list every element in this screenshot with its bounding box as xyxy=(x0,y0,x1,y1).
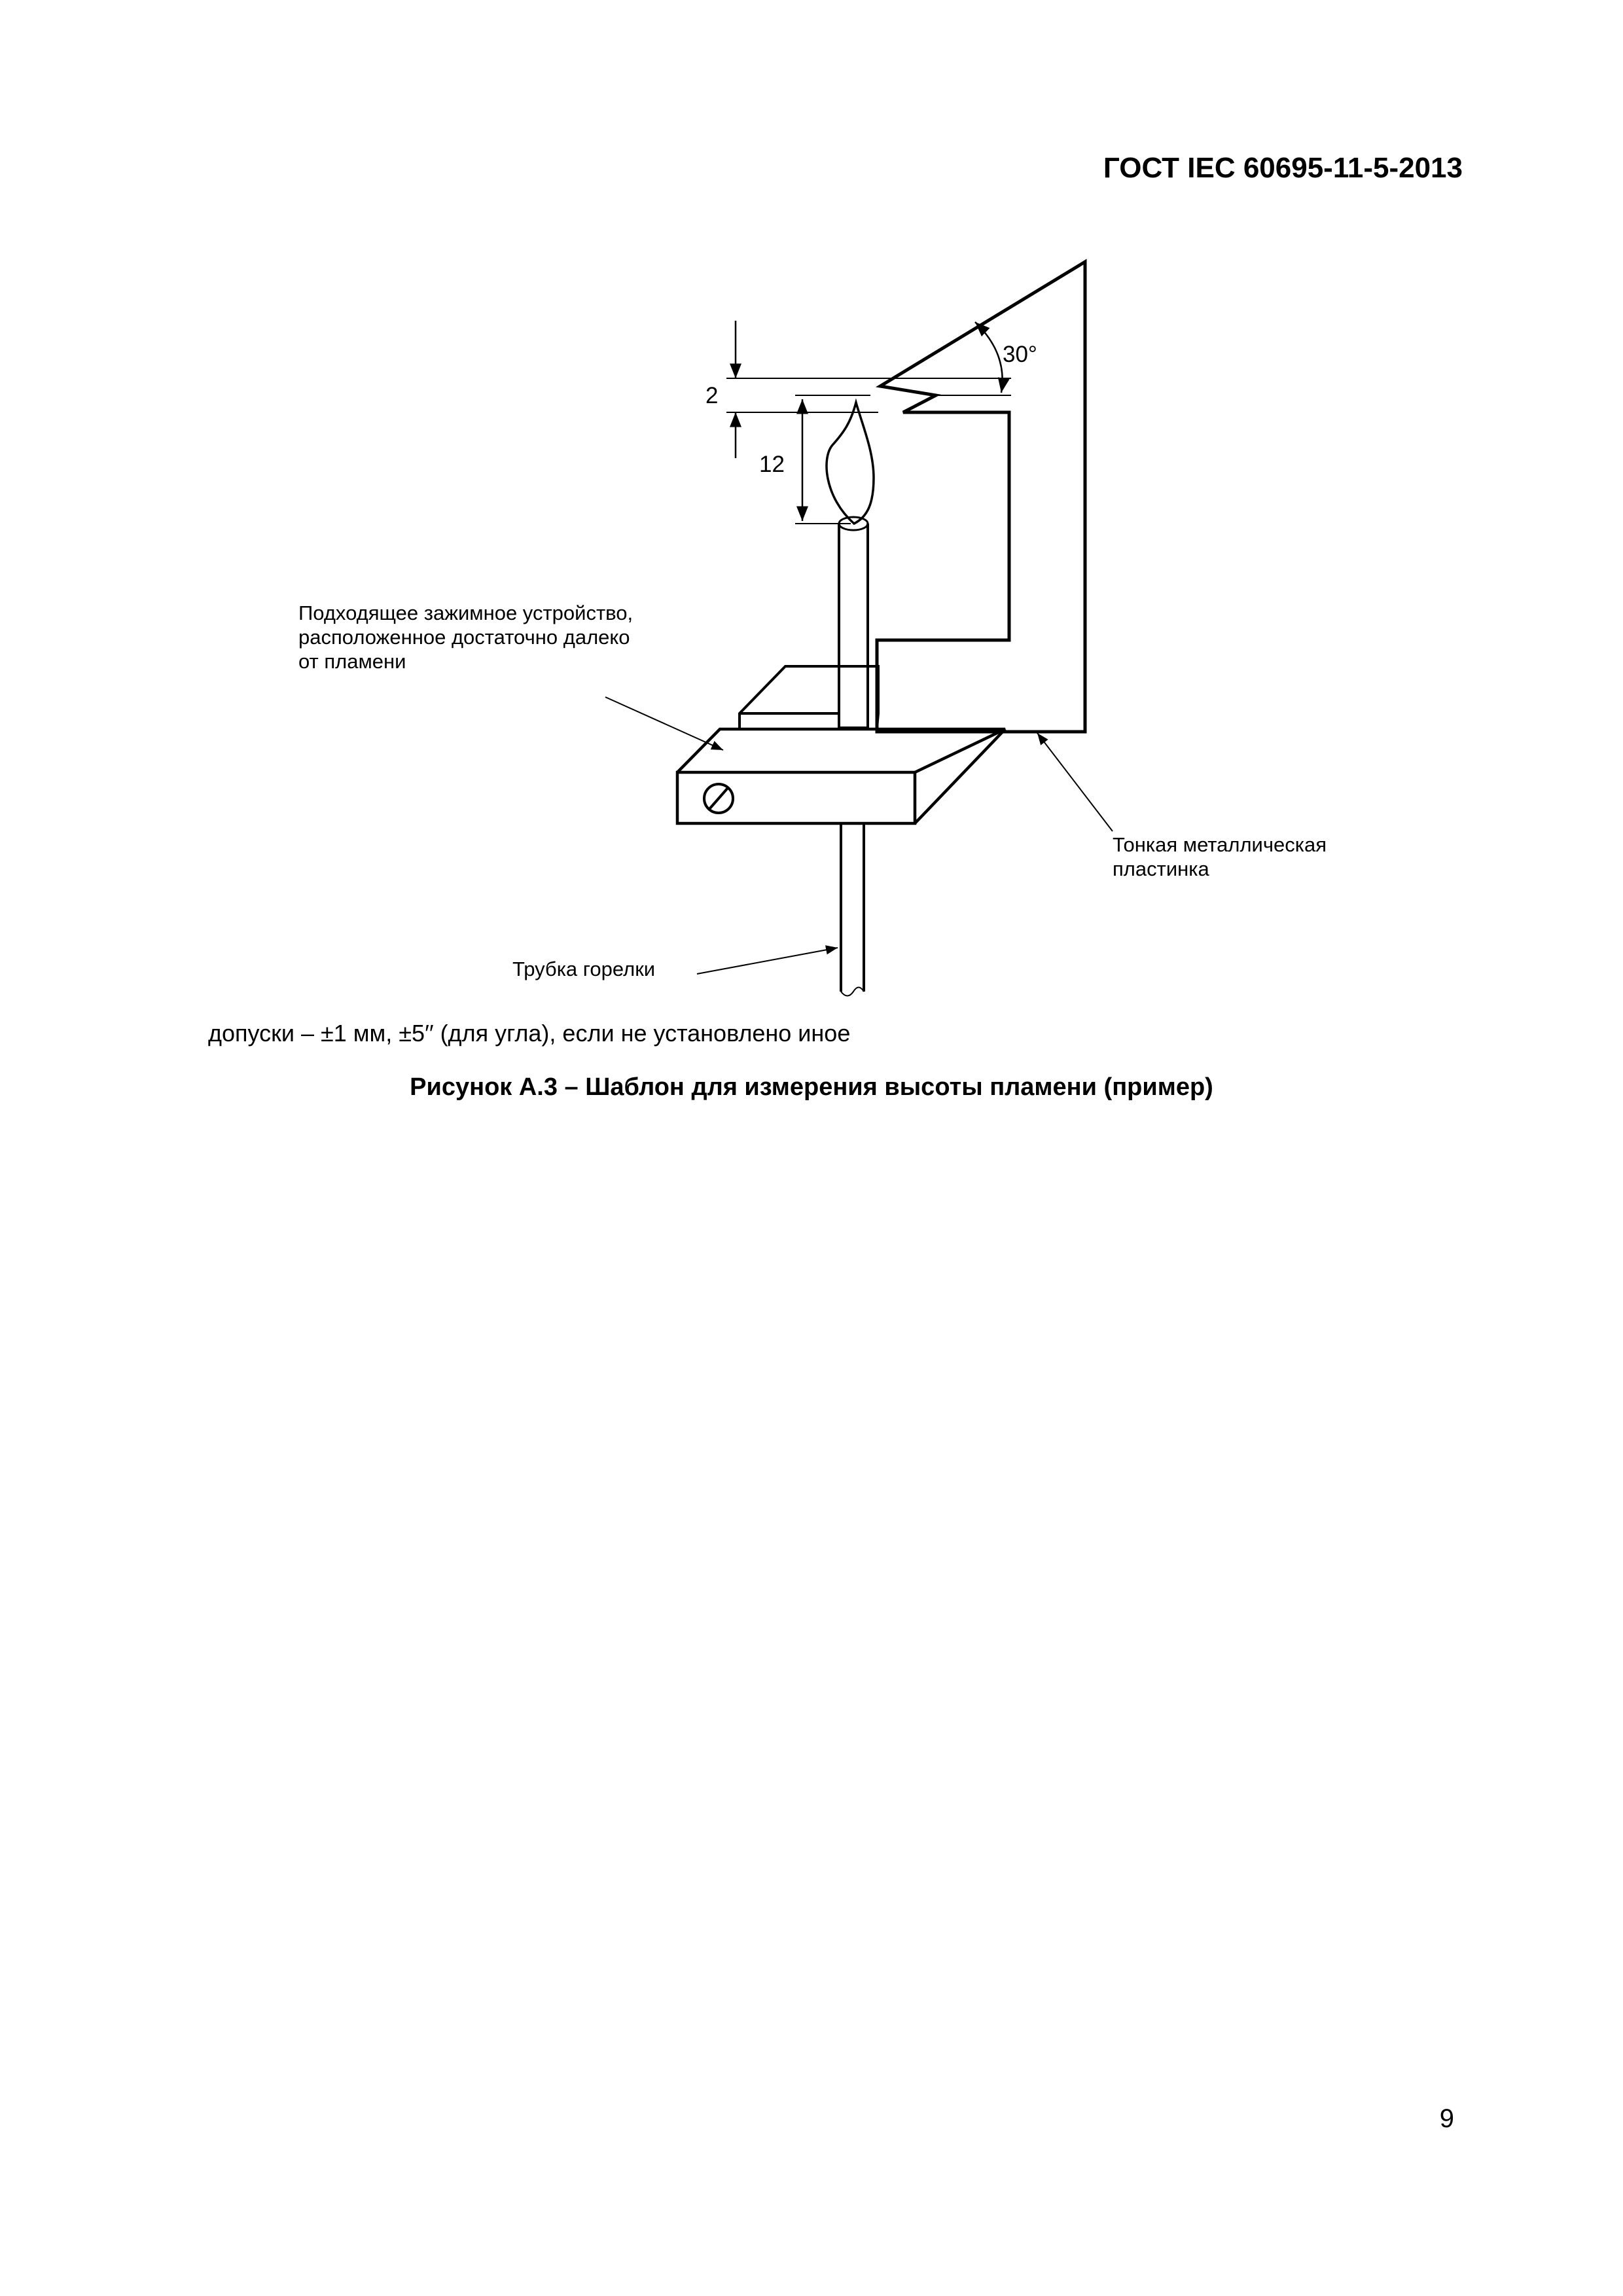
clamp-leader xyxy=(605,697,723,750)
flame-height-gauge-drawing xyxy=(0,0,1623,1021)
plate-label-line-1: Тонкая металлическая xyxy=(1113,833,1327,856)
plate-label xyxy=(1113,833,1327,881)
clamp-block-side xyxy=(915,729,1005,823)
page-number: 9 xyxy=(1439,2104,1454,2133)
dimension-angle-label: 30° xyxy=(1003,342,1037,367)
clamp-block xyxy=(677,772,915,823)
flame xyxy=(827,403,874,524)
tube-label: Трубка горелки xyxy=(512,958,656,980)
metal-plate xyxy=(877,262,1085,732)
angle-arc xyxy=(975,322,1003,393)
clamp-block-top xyxy=(677,729,1005,772)
standard-header: ГОСТ IEC 60695-11-5-2013 xyxy=(1103,152,1463,184)
clamp-label xyxy=(298,601,633,673)
figure-caption: Рисунок А.3 – Шаблон для измерения высоты пламени (пример) xyxy=(410,1073,1213,1101)
tolerance-note: допуски – ±1 мм, ±5′′ (для угла), если не установлено иное xyxy=(208,1020,851,1047)
dimension-gap-label: 2 xyxy=(705,383,719,408)
clamp-label-line-3: от пламени xyxy=(298,650,406,673)
clamp-label-line-1: Подходящее зажимное устройство, xyxy=(298,601,633,624)
plate-label-line-2: пластинка xyxy=(1113,857,1209,880)
clamp-label-line-2: расположенное достаточно далеко xyxy=(298,626,630,649)
clamp-back-block xyxy=(740,666,878,729)
tube-leader xyxy=(697,948,838,974)
dimension-flame-height-label: 12 xyxy=(759,452,785,477)
plate-leader xyxy=(1037,733,1113,831)
